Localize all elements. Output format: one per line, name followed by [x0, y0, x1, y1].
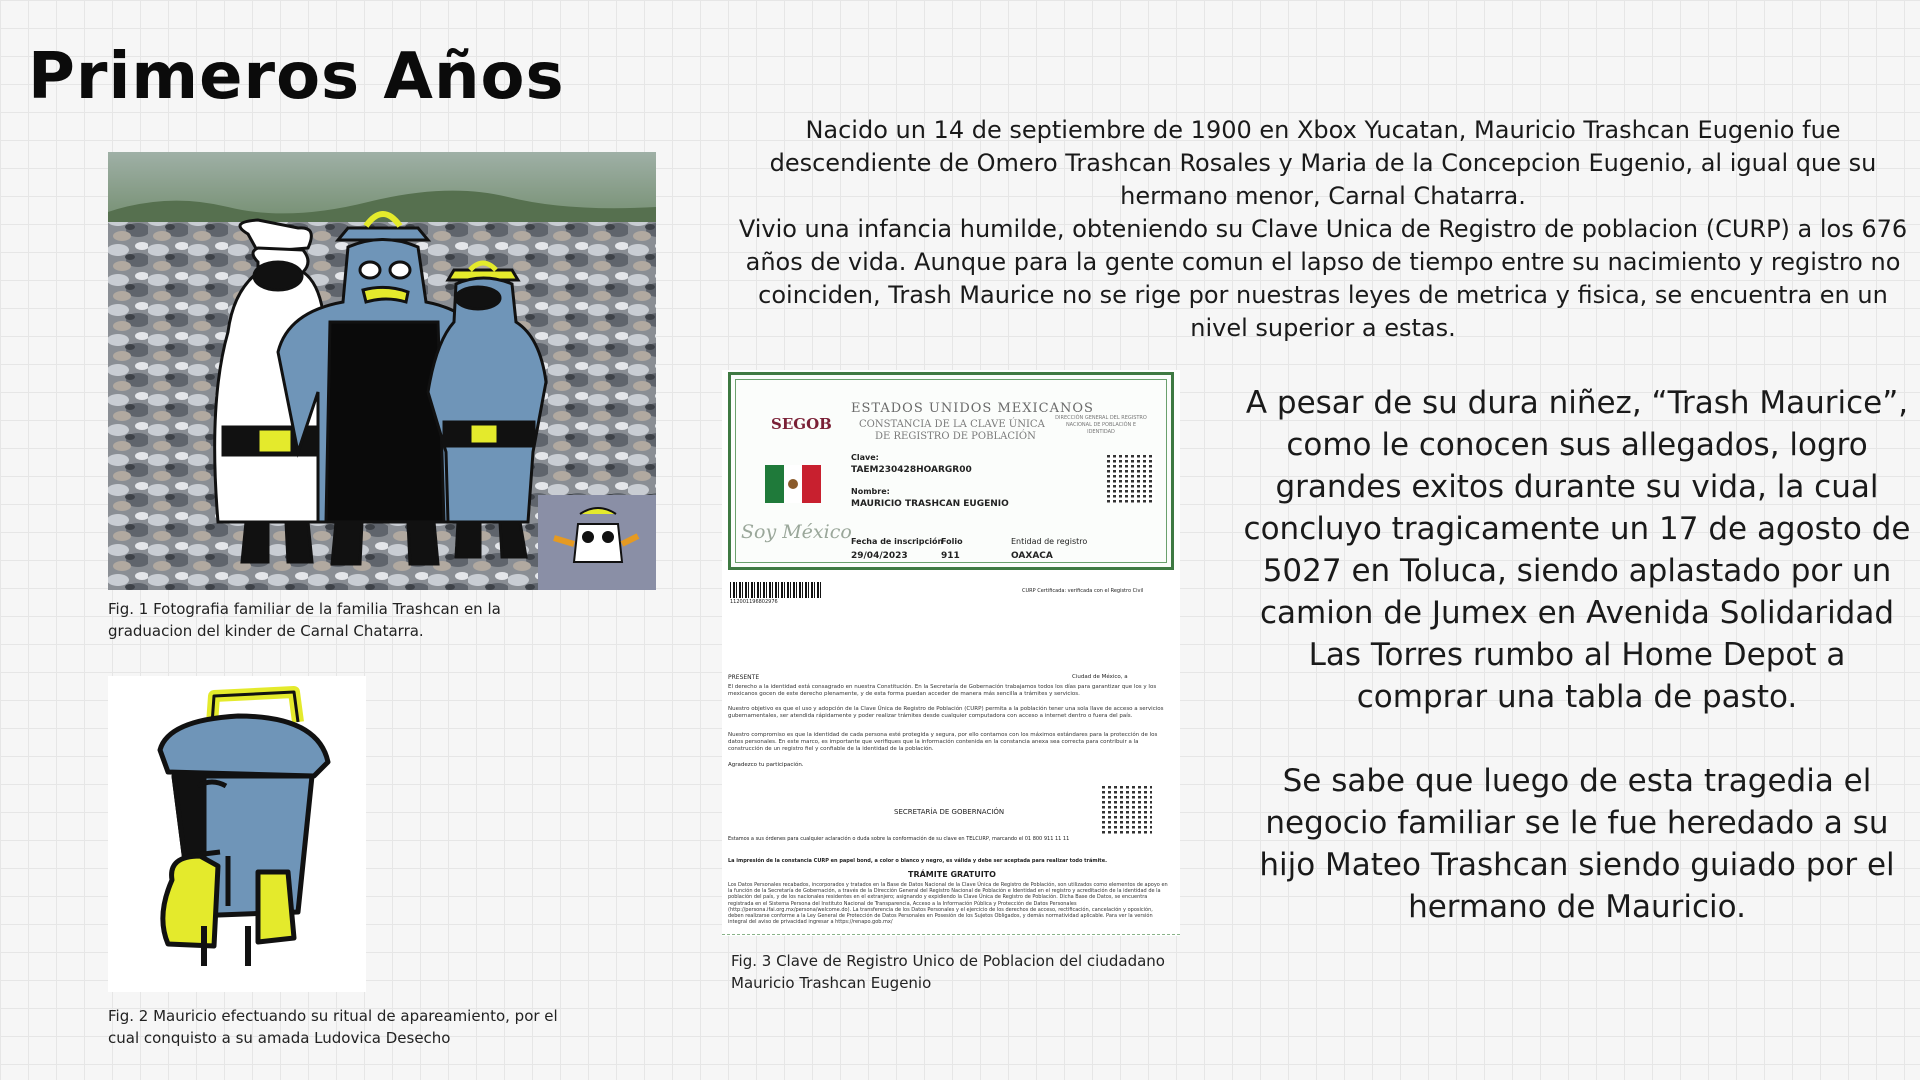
curp-secretaria: SECRETARÍA DE GOBERNACIÓN	[894, 808, 1005, 816]
entidad-label: Entidad de registro	[1011, 537, 1088, 546]
curp-country: ESTADOS UNIDOS MEXICANOS	[851, 401, 1094, 416]
nombre-value: MAURICIO TRASHCAN EUGENIO	[851, 499, 1009, 509]
qr-code	[1102, 786, 1152, 836]
fecha-value: 29/04/2023	[851, 551, 908, 561]
story-paragraph: Se sabe que luego de esta tragedia el negocio familiar se le fue heredado a su hijo Mateo Trashcan siendo guiado por el hermano de Mauricio.	[1259, 763, 1895, 925]
story-paragraph: A pesar de su dura niñez, “Trash Maurice”, como le conocen sus allegados, logro grandes exitos durante su vida, la cual concluyo tragicamente un 17 de agosto de 5027 en Toluca, siendo aplastado por un camion de Jumex en Avenida Solidaridad Las Torres rumbo al Home Depot a comprar una tabla de pasto.	[1243, 385, 1911, 715]
folio-value: 911	[941, 551, 960, 561]
trashcan-illustration	[108, 676, 366, 992]
curp-contact: Estamos a sus órdenes para cualquier aclaración o duda sobre la conformación de su clave en TELCURP, marcando el 01 800 911 11 11	[728, 836, 1070, 842]
curp-privacy: Los Datos Personales recabados, incorporados y tratados en la Base de Datos Nacional de la Clave Única de Registro de Población, son utilizados como elementos de apoyo en la función de la Secretaría de Gobernación, a través de la Dirección General del Registro Nacional de Población e Identidad en el registro y acreditación de la identidad de la población del país, y de los nacionales residentes en el extranjero; asignando y expidiendo la Clave Única de Registro de Población. Dicha Base de Datos, se encuentra registrada en el Sistema Persona del Instituto Nacional de Transparencia, Acceso a la Información Pública y Protección de Datos Personales (http://persona.ifai.org.mx/persona/welcome.do). La transferencia de los Datos Personales y el ejercicio de los derechos de acceso, rectificación, cancelación y oposición, deben realizarse conforme a la Ley General de Protección de Datos Personales en Posesión de los Sujetos Obligados, y demás normatividad aplicable. Para ver la versión integral del aviso de privacidad ingresar a https://renapo.gob.mx/	[728, 882, 1168, 926]
curp-card	[728, 372, 1174, 570]
curp-certified: CURP Certificada: verificada con el Registro Civil	[1022, 588, 1144, 594]
page-title: Primeros Años	[28, 40, 565, 114]
curp-bottom-border	[722, 934, 1180, 935]
intro-paragraph: Vivio una infancia humilde, obteniendo su Clave Unica de Registro de poblacion (CURP) a los 676 años de vida. Aunque para la gente comun el lapso de tiempo entre su nacimiento y registro no coinciden, Trash Maurice no se rige por nuestras leyes de metrica y fisica, se encuentra en un nivel superior a estas.	[738, 215, 1908, 342]
curp-document	[722, 370, 1180, 936]
fecha-label: Fecha de inscripción	[851, 537, 944, 546]
nombre-label: Nombre:	[851, 487, 890, 496]
curp-print-note: La impresión de la constancia CURP en papel bond, a color o blanco y negro, es válida y debe ser aceptada para realizar todo trámite.	[728, 858, 1107, 864]
eagle-icon	[784, 465, 802, 503]
barcode	[730, 582, 822, 598]
story-text	[1242, 382, 1912, 970]
figure-caption: Fig. 1 Fotografia familiar de la familia Trashcan en la graduacion del kinder de Carnal Chatarra.	[108, 600, 501, 640]
family-photo	[108, 152, 656, 590]
barcode-number: 112001196802976	[730, 599, 778, 605]
figure-caption: Fig. 2 Mauricio efectuando su ritual de apareamiento, por el cual conquisto a su amada Ludovica Desecho	[108, 1007, 558, 1047]
curp-thanks: Agradezco tu participación.	[728, 762, 804, 768]
folio-label: Folio	[941, 537, 963, 546]
trashcan-photo	[108, 676, 366, 992]
soy-mexico: Soy México	[741, 521, 852, 543]
curp-doc-title: DE REGISTRO DE POBLACIÓN	[875, 431, 1036, 442]
curp-paragraph: El derecho a la identidad está consagrado en nuestra Constitución. En la Secretaría de Gobernación trabajamos todos los días para garantizar que los y los mexicanos gocen de este derecho plenamente, y de esta forma puedan acceder de manera más sencilla a trámites y servicios.	[728, 684, 1157, 697]
curp-paragraph: Nuestro compromiso es que la identidad de cada persona esté protegida y segura, por ello contamos con los máximos estándares para la protección de los datos personales. En este marco, es importante que verifiques que la información contenida en la constancia anexa sea correcta para contribuir a la construcción de un registro fiel y confiable de la identidad de la población.	[728, 732, 1158, 752]
family-photo-illustration	[108, 152, 656, 590]
presente: PRESENTE	[728, 674, 760, 681]
mexico-flag	[765, 465, 821, 503]
curp-agency-right: DIRECCIÓN GENERAL DEL REGISTRO NACIONAL DE POBLACIÓN E IDENTIDAD	[1055, 415, 1147, 435]
clave-label: Clave:	[851, 453, 879, 462]
curp-city: Ciudad de México, a	[1072, 674, 1128, 680]
segob-logo: SEGOB	[771, 415, 832, 433]
clave-value: TAEM230428HOARGR00	[851, 465, 972, 475]
curp-paragraph: Nuestro objetivo es que el uso y adopción de la Clave Única de Registro de Población (CURP) permita a la población tener una sola llave de acceso a servicios gubernamentales, ser atendida rápidamente y poder realizar trámites desde cualquier computadora con acceso a internet dentro o fuera del país.	[728, 706, 1164, 719]
figure-caption: Fig. 3 Clave de Registro Unico de Poblacion del ciudadano Mauricio Trashcan Eugenio	[731, 952, 1165, 992]
intro-text	[732, 114, 1914, 345]
intro-paragraph: Nacido un 14 de septiembre de 1900 en Xbox Yucatan, Mauricio Trashcan Eugenio fue descendiente de Omero Trashcan Rosales y Maria de la Concepcion Eugenio, al igual que su hermano menor, Carnal Chatarra.	[769, 116, 1877, 210]
entidad-value: OAXACA	[1011, 551, 1053, 561]
curp-tramite: TRÁMITE GRATUITO	[908, 870, 996, 879]
qr-code	[1107, 455, 1155, 503]
curp-doc-title: CONSTANCIA DE LA CLAVE ÚNICA	[859, 419, 1045, 430]
